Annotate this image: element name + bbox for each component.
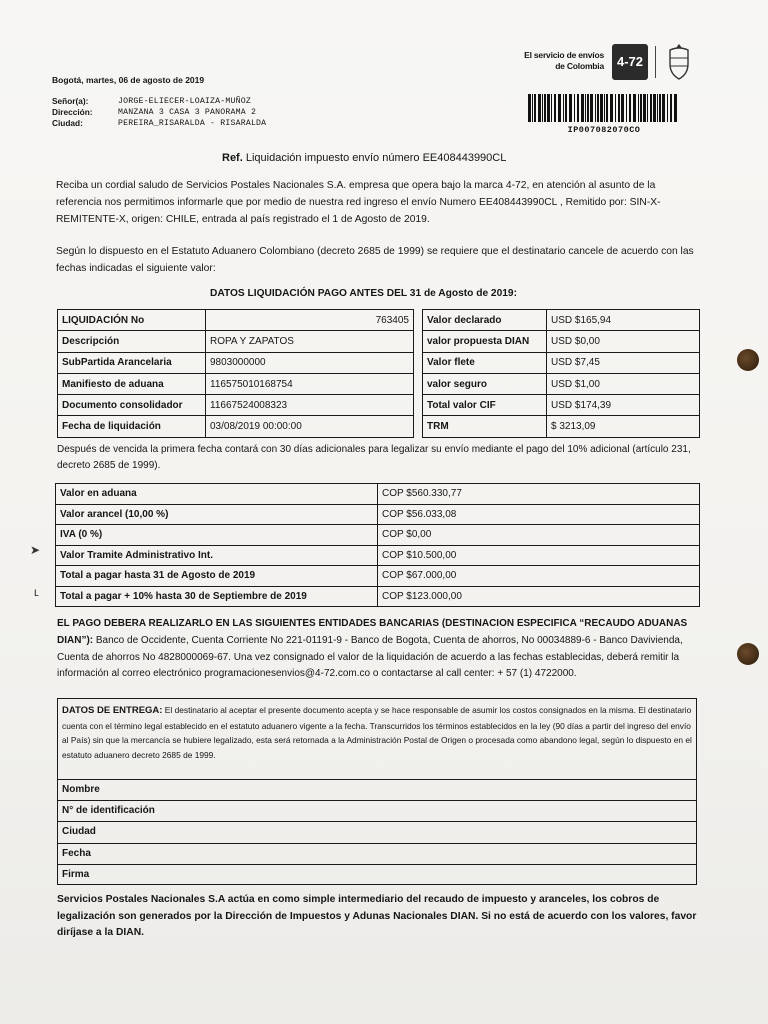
logo-divider bbox=[655, 46, 656, 78]
intro-paragraph-2: Según lo dispuesto en el Estatuto Aduanero Colombiano (decreto 2685 de 1999) se requiere que el destinatario cancele de acuerdo con las fechas indicadas el siguiente valor: bbox=[56, 246, 694, 274]
barcode-bar bbox=[585, 94, 586, 122]
table-row bbox=[58, 416, 414, 437]
payment-heading: EL PAGO DEBERA REALIZARLO EN LAS SIGUIENTES ENTIDADES BANCARIAS (DESTINACION ESPECIFICA “RECAUDO ADUANAS DIAN”): bbox=[57, 618, 688, 646]
recipient-city-label: Ciudad: bbox=[52, 118, 83, 128]
subpartida-value: 9803000000 bbox=[206, 352, 414, 373]
table-row bbox=[56, 504, 700, 525]
field-firma[interactable]: Firma bbox=[58, 864, 696, 885]
barcode-bar bbox=[597, 94, 599, 122]
valor-declarado-value: USD $165,94 bbox=[547, 310, 700, 331]
table-row bbox=[56, 586, 700, 607]
barcode-bar bbox=[534, 94, 536, 122]
barcode-bar bbox=[565, 94, 567, 122]
tramite-label: Valor Tramite Administrativo Int. bbox=[56, 545, 378, 566]
iva-label: IVA (0 %) bbox=[56, 525, 378, 546]
valor-aduana-label: Valor en aduana bbox=[56, 484, 378, 505]
table-row bbox=[423, 352, 700, 373]
coat-of-arms-icon bbox=[664, 42, 694, 82]
payment-body: Banco de Occidente, Cuenta Corriente No 221-01191-9 - Banco de Bogota, Cuenta de ahorros, No 00034889-6 - Banco Davivienda, Cuenta de ahorros No 4828000069-67. Una vez consignado el valor de la liquidación de acuerdo a las fechas establecidas, deberá remitir la información al correo electrónico programacionesenvios@4-72.com.co o contactarse al call center: + 57 (1) 4722000. bbox=[57, 634, 683, 680]
punch-hole bbox=[737, 349, 759, 371]
barcode-bar bbox=[547, 94, 550, 122]
barcode-bar bbox=[657, 94, 658, 122]
valor-arancel-value: COP $56.033,08 bbox=[378, 504, 700, 525]
field-ciudad[interactable]: Ciudad bbox=[58, 821, 696, 842]
barcode-bar bbox=[626, 94, 627, 122]
brand-line-1: El servicio de envíos bbox=[524, 50, 604, 60]
barcode-bar bbox=[667, 94, 668, 122]
recipient-address-value: MANZANA 3 CASA 3 PANORAMA 2 bbox=[118, 108, 257, 117]
total-cif-value: USD $174,39 bbox=[547, 395, 700, 416]
table-row bbox=[56, 545, 700, 566]
valor-propuesta-value: USD $0,00 bbox=[547, 331, 700, 352]
barcode-bar bbox=[647, 94, 648, 122]
table-row bbox=[58, 373, 414, 394]
total-agosto-value: COP $67.000,00 bbox=[378, 566, 700, 587]
barcode-bar bbox=[629, 94, 631, 122]
delivery-heading: DATOS DE ENTREGA: bbox=[62, 705, 163, 716]
barcode-bar bbox=[528, 94, 531, 122]
valor-seguro-label: valor seguro bbox=[423, 373, 547, 394]
document-date: Bogotá, martes, 06 de agosto de 2019 bbox=[52, 75, 205, 85]
table-row bbox=[423, 395, 700, 416]
total-cif-label: Total valor CIF bbox=[423, 395, 547, 416]
pen-mark: ➤ bbox=[30, 543, 41, 557]
reference-label: Ref. bbox=[222, 152, 243, 164]
total-agosto-label: Total a pagar hasta 31 de Agosto de 2019 bbox=[56, 566, 378, 587]
barcode-bar bbox=[650, 94, 652, 122]
valor-arancel-label: Valor arancel (10,00 %) bbox=[56, 504, 378, 525]
barcode-bar bbox=[662, 94, 665, 122]
liquidation-number-label: LIQUIDACIÓN No bbox=[58, 310, 206, 331]
delivery-terms bbox=[58, 699, 696, 779]
barcode-bar bbox=[551, 94, 552, 122]
reference-line bbox=[222, 152, 506, 164]
valor-declarado-label: Valor declarado bbox=[423, 310, 547, 331]
barcode-bar bbox=[544, 94, 546, 122]
barcode-bar bbox=[595, 94, 596, 122]
barcode-bar bbox=[600, 94, 603, 122]
barcode-bar bbox=[542, 94, 543, 122]
recipient-block bbox=[52, 96, 266, 129]
barcode-bar bbox=[610, 94, 613, 122]
barcode-bar bbox=[538, 94, 541, 122]
payment-instructions bbox=[57, 616, 702, 683]
subpartida-label: SubPartida Arancelaria bbox=[58, 352, 206, 373]
intro-paragraph-1: Reciba un cordial saludo de Servicios Postales Nacionales S.A. empresa que opera bajo la marca 4-72, en atención al asunto de la referencia nos permitimos informarle que por medio de nuestra red ingreso el envío Numero EE408443990CL , Remitido por: SIN-X-REMITENTE-X, origen: CHILE, entrada al país registrado el 1 de Agosto de 2019. bbox=[56, 180, 661, 225]
barcode-bar bbox=[590, 94, 593, 122]
barcode-bar bbox=[643, 94, 646, 122]
fecha-liquidacion-value: 03/08/2019 00:00:00 bbox=[206, 416, 414, 437]
liquidation-section-title: DATOS LIQUIDACIÓN PAGO ANTES DEL 31 de Agosto de 2019: bbox=[210, 288, 517, 299]
recipient-city-value: PEREIRA_RISARALDA - RISARALDA bbox=[118, 119, 267, 128]
liquidation-table bbox=[57, 309, 414, 438]
recipient-address-row bbox=[52, 107, 266, 118]
barcode-bar bbox=[615, 94, 616, 122]
table-row bbox=[58, 395, 414, 416]
barcode-bar bbox=[674, 94, 677, 122]
barcode-bar bbox=[558, 94, 561, 122]
description-label: Descripción bbox=[58, 331, 206, 352]
punch-hole bbox=[737, 643, 759, 665]
barcode-bar bbox=[633, 94, 636, 122]
recipient-name-value: JORGE-ELIECER-LOAIZA-MUÑOZ bbox=[118, 97, 251, 106]
table-row bbox=[56, 484, 700, 505]
recipient-name-label: Señor(a): bbox=[52, 96, 89, 106]
tramite-value: COP $10.500,00 bbox=[378, 545, 700, 566]
field-fecha[interactable]: Fecha bbox=[58, 843, 696, 864]
recipient-city-row bbox=[52, 118, 266, 129]
table-row bbox=[56, 525, 700, 546]
barcode-bar bbox=[604, 94, 605, 122]
barcode-bar bbox=[670, 94, 672, 122]
reference-text: Liquidación impuesto envío número EE408443990CL bbox=[245, 152, 507, 164]
documento-value: 11667524008323 bbox=[206, 395, 414, 416]
barcode-bar bbox=[606, 94, 608, 122]
brand-line-2: de Colombia bbox=[555, 61, 604, 71]
deadline-note: Después de vencida la primera fecha contará con 30 días adicionales para legalizar su envío mediante el pago del 10% adicional (artículo 231, decreto 2685 de 1999). bbox=[57, 444, 691, 471]
barcode-bar bbox=[640, 94, 642, 122]
delivery-form bbox=[57, 698, 697, 885]
table-row bbox=[423, 416, 700, 437]
fecha-liquidacion-label: Fecha de liquidación bbox=[58, 416, 206, 437]
valor-flete-value: USD $7,45 bbox=[547, 352, 700, 373]
recipient-address-label: Dirección: bbox=[52, 107, 93, 117]
barcode-bar bbox=[618, 94, 620, 122]
cop-totals-table bbox=[55, 483, 700, 607]
table-row bbox=[56, 566, 700, 587]
table-row bbox=[423, 373, 700, 394]
total-septiembre-label: Total a pagar + 10% hasta 30 de Septiembre de 2019 bbox=[56, 586, 378, 607]
description-value: ROPA Y ZAPATOS bbox=[206, 331, 414, 352]
barcode-bar bbox=[581, 94, 584, 122]
barcode-bar bbox=[574, 94, 575, 122]
barcode-number: IP007082070CO bbox=[567, 125, 641, 135]
table-row bbox=[423, 331, 700, 352]
recipient-name-row bbox=[52, 96, 266, 107]
barcode bbox=[528, 94, 680, 122]
trm-value: $ 3213,09 bbox=[547, 416, 700, 437]
valor-seguro-value: USD $1,00 bbox=[547, 373, 700, 394]
documento-label: Documento consolidador bbox=[58, 395, 206, 416]
barcode-bar bbox=[587, 94, 589, 122]
brand-tagline bbox=[500, 50, 604, 72]
values-table bbox=[422, 309, 700, 438]
footer-disclaimer: Servicios Postales Nacionales S.A actúa en como simple intermediario del recaudo de impuesto y aranceles, los cobros de legalización son generados por la Dirección de Impuestos y Adunas Nacionales DIAN. Si no está de acuerdo con los valores, favor diríjase a la DIAN. bbox=[57, 894, 697, 938]
barcode-bar bbox=[653, 94, 656, 122]
table-row bbox=[423, 310, 700, 331]
manifiesto-value: 116575010168754 bbox=[206, 373, 414, 394]
field-identificacion[interactable]: N° de identificación bbox=[58, 800, 696, 821]
barcode-bar bbox=[532, 94, 533, 122]
table-row bbox=[58, 310, 414, 331]
iva-value: COP $0,00 bbox=[378, 525, 700, 546]
barcode-bar bbox=[659, 94, 661, 122]
delivery-text: El destinatario al aceptar el presente documento acepta y se hace responsable de asumir los costos consignados en la misma. El destinatario cuenta con el término legal establecido en el estatuto aduanero vigente a la fecha. Transcurridos los términos establecidos en la ley (90 días a partir del ingreso del envío al País) sin que la mercancía se hubiere legalizado, esta será retornada a la Administración Postal de Origen o procesada como abandono legal, según lo dispuesto en el estatuto aduanero decreto 2685 de 1999. bbox=[62, 705, 692, 760]
pen-mark: ʟ bbox=[34, 585, 39, 599]
barcode-bar bbox=[638, 94, 639, 122]
barcode-bar bbox=[621, 94, 624, 122]
barcode-bar bbox=[563, 94, 564, 122]
total-septiembre-value: COP $123.000,00 bbox=[378, 586, 700, 607]
barcode-bar bbox=[554, 94, 556, 122]
liquidation-number-value: 763405 bbox=[206, 310, 414, 331]
logo-472: 4-72 bbox=[612, 44, 648, 80]
field-nombre[interactable]: Nombre bbox=[58, 779, 696, 800]
barcode-bar bbox=[577, 94, 579, 122]
table-row bbox=[58, 352, 414, 373]
valor-aduana-value: COP $560.330,77 bbox=[378, 484, 700, 505]
trm-label: TRM bbox=[423, 416, 547, 437]
barcode-bar bbox=[569, 94, 572, 122]
valor-flete-label: Valor flete bbox=[423, 352, 547, 373]
valor-propuesta-label: valor propuesta DIAN bbox=[423, 331, 547, 352]
manifiesto-label: Manifiesto de aduana bbox=[58, 373, 206, 394]
table-row bbox=[58, 331, 414, 352]
